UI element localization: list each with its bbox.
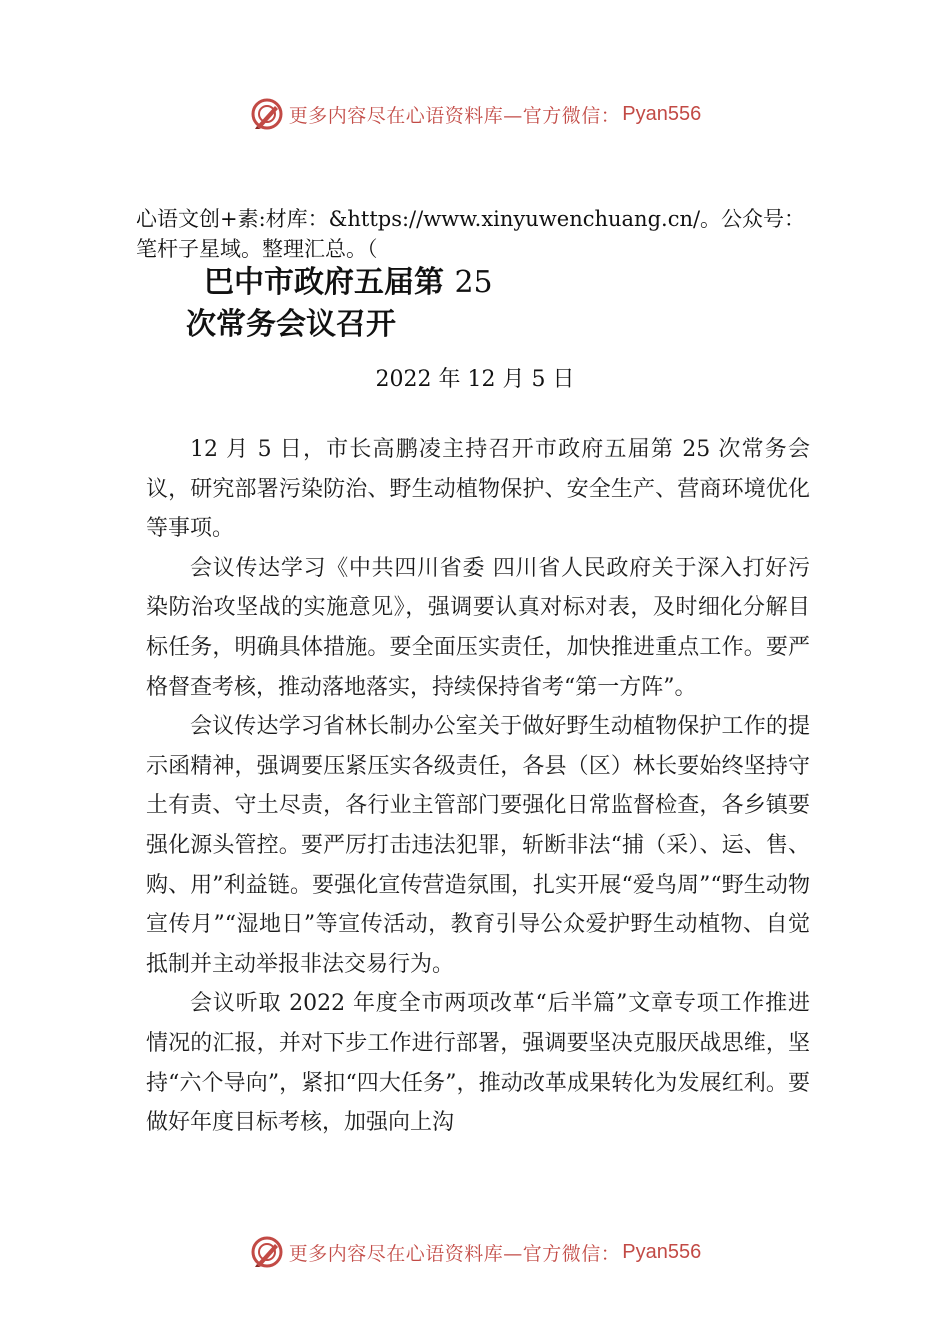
watermark-banner-bottom [0, 1232, 950, 1272]
publish-date: 2022 年 12 月 5 日 [375, 367, 575, 392]
watermark-text: 更多内容尽在心语资料库—官方微信： [288, 1242, 621, 1265]
title-line-1-text: 巴中市政府五届第 [204, 265, 444, 300]
watermark-text: 更多内容尽在心语资料库—官方微信： [288, 104, 621, 127]
wechat-id: Pyan556 [622, 1240, 702, 1263]
pen-circle-logo-icon [249, 1234, 285, 1270]
watermark-banner-top [0, 94, 950, 134]
title-line-1 [186, 262, 746, 304]
paragraph-3: 会议传达学习省林长制办公室关于做好野生动植物保护工作的提示函精神，强调要压紧压实各级责任，各县（区）林长要始终坚持守土有责、守土尽责，各行业主管部门要强化日常监督检查，各乡镇要强化源头管控。要严厉打击违法犯罪，斩断非法“捕（采）、运、售、购、用”利益链。要强化宣传营造氛围，扎实开展“爱鸟周”“野生动物宣传月”“湿地日”等宣传活动，教育引导公众爱护野生动植物、自觉抵制并主动举报非法交易行为。 [146, 714, 810, 977]
title-line-2: 次常务会议召开 [186, 307, 396, 342]
pen-circle-logo-icon [249, 96, 285, 132]
paragraph-4: 会议听取 2022 年度全市两项改革“后半篇”文章专项工作推进情况的汇报，并对下步工作进行部署，强调要坚决克服厌战思维，坚持“六个导向”，紧扣“四大任务”，推动改革成果转化为发展红利。要做好年度目标考核，加强向上沟 [146, 991, 810, 1136]
title-number: 25 [454, 265, 493, 300]
page-title [186, 262, 746, 346]
source-attribution: 心语文创+素:材库：&https://www.xinyuwenchuang.cn/。公众号：笔杆子星域。整理汇总。（ [136, 207, 806, 261]
wechat-id: Pyan556 [622, 102, 702, 125]
paragraph-2: 会议传达学习《中共四川省委 四川省人民政府关于深入打好污染防治攻坚战的实施意见》，强调要认真对标对表，及时细化分解目标任务，明确具体措施。要全面压实责任，加快推进重点工作。要严格督查考核，推动落地落实，持续保持省考“第一方阵”。 [146, 555, 810, 700]
article-body [146, 430, 810, 1143]
paragraph-1: 12 月 5 日，市长高鹏凌主持召开市政府五届第 25 次常务会议，研究部署污染防治、野生动植物保护、安全生产、营商环境优化等事项。 [146, 437, 810, 542]
